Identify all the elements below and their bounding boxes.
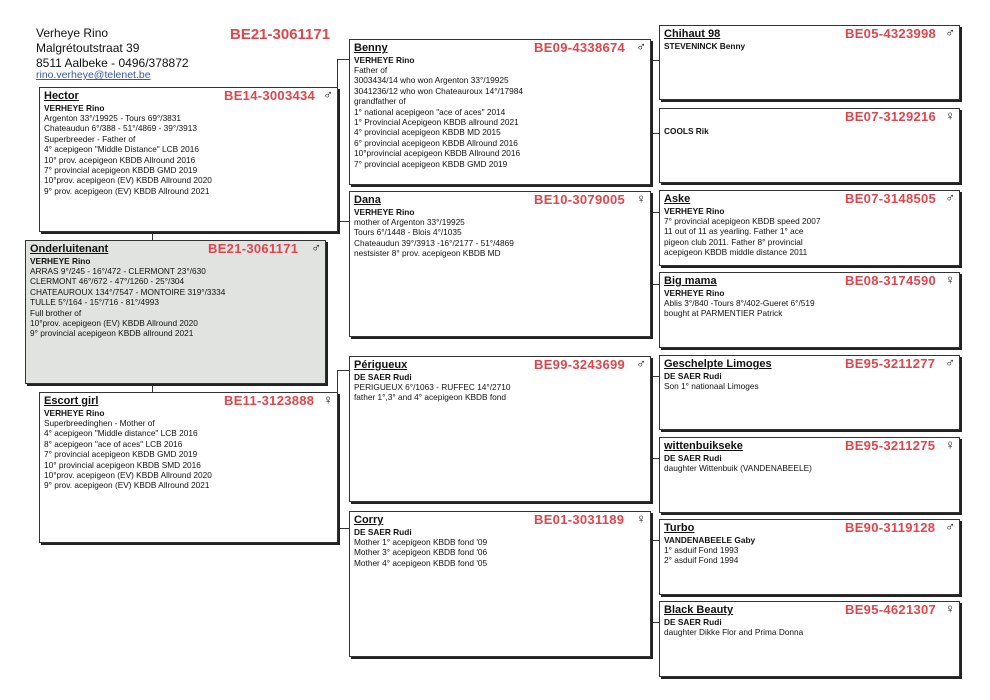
result-line: Superbreedinghen - Mother of xyxy=(44,418,155,428)
ring-number: BE01-3031189 xyxy=(534,512,625,527)
ring-number: BE07-3129216 xyxy=(845,109,937,124)
connector xyxy=(652,540,653,622)
owner-name: VERHEYE Rino xyxy=(354,55,415,65)
results-list xyxy=(354,537,487,568)
result-line: 2° asduif Fond 1994 xyxy=(664,555,739,566)
female-sex-icon: ♀ xyxy=(945,437,955,452)
male-sex-icon: ♂ xyxy=(945,355,955,370)
result-line: father 1°,3° and 4° acepigeon KBDB fond xyxy=(354,392,507,403)
pedigree-card-chihaut xyxy=(659,25,960,100)
pedigree-card-subject xyxy=(25,240,326,384)
result-line: 4° acepigeon "Middle Distance" LCB 2016 xyxy=(44,144,199,155)
owner-street: Malgrétoutstraat 39 xyxy=(36,41,140,55)
main-ring-number: BE21-3061171 xyxy=(230,26,331,43)
pedigree-card-turbo xyxy=(659,519,960,595)
bird-name: Dana xyxy=(354,194,381,206)
ring-number: BE95-4621307 xyxy=(845,602,937,617)
result-line: 10°prov. acepigeon (EV) KBDB Allround 2020 xyxy=(30,318,198,329)
connector xyxy=(337,221,349,222)
connector xyxy=(652,60,653,133)
ring-number: BE14-3003434 xyxy=(224,88,316,103)
female-sex-icon: ♀ xyxy=(945,601,955,616)
result-line: acepigeon KBDB middle distance 2011 xyxy=(664,247,808,258)
connector xyxy=(652,376,659,377)
result-line: 1° Provincial Acepigeon KBDB allround 2021 xyxy=(354,117,519,128)
ring-number: BE95-3211275 xyxy=(845,438,936,453)
result-line: mother of Argenton 33°/19925 xyxy=(354,217,465,227)
connector xyxy=(337,59,349,60)
result-line: 10°prov. acepigeon (EV) KBDB Allround 2020 xyxy=(44,470,212,481)
result-line: 3041236/12 who won Chateauroux 14°/17984 xyxy=(354,85,523,96)
bird-name: Geschelpte Limoges xyxy=(664,358,772,370)
results-list xyxy=(44,113,212,196)
ring-number: BE05-4323998 xyxy=(845,26,937,41)
result-line: 11 out of 11 as yearling. Father 1° ace xyxy=(664,226,804,237)
connector xyxy=(337,370,349,371)
result-line: TULLE 5°/164 - 15°/716 - 81°/4993 xyxy=(30,297,159,308)
bird-name: Aske xyxy=(664,193,691,205)
owner-name: COOLS Rik xyxy=(664,126,709,136)
results-list xyxy=(664,463,812,473)
bird-name: Corry xyxy=(354,514,384,526)
results-list xyxy=(664,627,803,637)
results-list xyxy=(664,298,815,319)
results-list xyxy=(30,266,225,339)
results-list xyxy=(664,216,820,258)
result-line: 7° provincial acepigeon KBDB GMD 2019 xyxy=(44,165,198,176)
owner-email-link[interactable]: rino.verheye@telenet.be xyxy=(36,69,151,81)
bird-name: Black Beauty xyxy=(664,604,734,616)
results-list xyxy=(354,382,511,403)
result-line: 10° provincial acepigeon KBDB SMD 2016 xyxy=(44,459,201,470)
connector xyxy=(652,133,659,134)
male-sex-icon: ♂ xyxy=(323,87,333,102)
female-sex-icon: ♀ xyxy=(636,511,646,526)
result-line: 9° prov. acepigeon (EV) KBDB Allround 2021 xyxy=(44,185,210,196)
result-line: 9° prov. acepigeon (EV) KBDB Allround 2021 xyxy=(44,480,210,491)
result-line: 3003434/14 who won Argenton 33°/19925 xyxy=(354,75,509,86)
result-line: 4° provincial acepigeon KBDB MD 2015 xyxy=(354,127,501,138)
result-line: daughter Dikke Flor and Prima Donna xyxy=(664,627,804,637)
pedigree-card-perigueux xyxy=(349,356,651,502)
connector xyxy=(652,376,653,458)
bird-name: Escort girl xyxy=(44,395,99,407)
ring-number: BE99-3243699 xyxy=(534,357,626,372)
result-line: 7° provincial acepigeon KBDB GMD 2019 xyxy=(44,449,198,460)
result-line: nestsister 8° prov. acepigeon KBDB MD xyxy=(354,248,501,259)
male-sex-icon: ♂ xyxy=(636,356,646,371)
pedigree-card-wittenbuikseke xyxy=(659,437,960,513)
result-line: daughter Wittenbuik (VANDENABEELE) xyxy=(664,463,812,473)
result-line: Son 1° nationaal Limoges xyxy=(664,381,759,391)
ring-number: BE21-3061171 xyxy=(208,241,299,256)
result-line: Argenton 33°/19925 - Tours 69°/3831 xyxy=(44,113,182,123)
owner-name: DE SAER Rudi xyxy=(664,371,722,381)
male-sex-icon: ♂ xyxy=(945,25,955,40)
result-line: Ablis 3°/840 -Tours 8°/402-Gueret 6°/519 xyxy=(664,298,815,308)
connector xyxy=(652,284,659,285)
owner-name: VERHEYE Rino xyxy=(354,207,415,217)
result-line: 8° acepigeon "ace of aces" LCB 2016 xyxy=(44,438,183,449)
owner-name: DE SAER Rudi xyxy=(664,453,722,463)
connector xyxy=(652,212,653,284)
owner-name: VERHEYE Rino xyxy=(664,288,725,298)
results-list xyxy=(354,65,523,169)
ring-number: BE09-4338674 xyxy=(534,40,626,55)
bird-name: wittenbuikseke xyxy=(664,440,743,452)
connector xyxy=(652,458,659,459)
result-line: 10°provincial acepigeon KBDB Allround 2016 xyxy=(354,148,521,159)
result-line: 1° asduif Fond 1993 xyxy=(664,545,739,555)
ring-number: BE07-3148505 xyxy=(845,191,937,206)
result-line: Chateaudun 39°/3913 -16°/2177 - 51°/4869 xyxy=(354,237,514,248)
bird-name: Big mama xyxy=(664,275,717,287)
connector xyxy=(652,60,659,61)
female-sex-icon: ♀ xyxy=(945,272,955,287)
result-line: Chateaudun 6°/388 - 51°/4869 - 39°/3913 xyxy=(44,123,197,134)
male-sex-icon: ♂ xyxy=(636,39,646,54)
result-line: 4° acepigeon "Middle distance" LCB 2016 xyxy=(44,428,198,439)
pedigree-card-benny xyxy=(349,39,651,185)
ring-number: BE95-3211277 xyxy=(845,356,936,371)
owner-name: VERHEYE Rino xyxy=(44,103,105,113)
female-sex-icon: ♀ xyxy=(636,191,646,206)
result-line: Mother 3° acepigeon KBDB fond '06 xyxy=(354,547,488,558)
result-line: 6° provincial acepigeon KBDB Allround 2016 xyxy=(354,137,518,148)
owner-city-phone: 8511 Aalbeke - 0496/378872 xyxy=(36,56,189,70)
ring-number: BE90-3119128 xyxy=(845,520,936,535)
bird-name: Turbo xyxy=(664,522,695,534)
result-line: CHATEAUROUX 134°/7547 - MONTOIRE 319°/3334 xyxy=(30,286,226,297)
results-list xyxy=(44,418,212,491)
result-line: CLERMONT 46°/672 - 47°/1260 - 25°/304 xyxy=(30,276,185,287)
owner-name: Verheye Rino xyxy=(36,26,109,40)
owner-name: DE SAER Rudi xyxy=(354,372,412,382)
owner-name: STEVENINCK Benny xyxy=(664,41,746,51)
connector xyxy=(652,212,659,213)
result-line: Superbreeder - Father of xyxy=(44,133,136,144)
male-sex-icon: ♂ xyxy=(945,519,955,534)
result-line: 7° provincial acepigeon KBDB GMD 2019 xyxy=(354,158,508,169)
result-line: pigeon club 2011. Father 8° provincial xyxy=(664,236,803,247)
connector xyxy=(652,622,659,623)
pedigree-card-dana xyxy=(349,191,651,337)
result-line: ARRAS 9°/245 - 16°/472 - CLERMONT 23°/630 xyxy=(30,266,206,276)
result-line: grandfather of xyxy=(354,96,406,107)
results-list xyxy=(664,381,759,391)
results-list xyxy=(354,217,514,259)
pedigree-card-big-mama xyxy=(659,272,960,348)
pedigree-card-aske xyxy=(659,190,960,266)
bird-name: Onderluitenant xyxy=(30,243,109,255)
connector xyxy=(337,528,349,529)
connector xyxy=(152,384,153,392)
male-sex-icon: ♂ xyxy=(945,190,955,205)
pedigree-card-black-beauty xyxy=(659,601,960,677)
result-line: Mother 1° acepigeon KBDB fond '09 xyxy=(354,537,488,547)
result-line: bought at PARMENTIER Patrick xyxy=(664,308,783,319)
result-line: Father of xyxy=(354,65,388,75)
owner-name: VANDENABEELE Gaby xyxy=(664,535,756,545)
owner-name: VERHEYE Rino xyxy=(44,408,105,418)
owner-name: DE SAER Rudi xyxy=(664,617,722,627)
female-sex-icon: ♀ xyxy=(945,108,955,123)
result-line: PERIGUEUX 6°/1063 - RUFFEC 14°/2710 xyxy=(354,382,511,392)
result-line: Mother 4° acepigeon KBDB fond '05 xyxy=(354,557,488,568)
bird-name: Hector xyxy=(44,90,79,102)
result-line: Full brother of xyxy=(30,307,82,318)
male-sex-icon: ♂ xyxy=(311,240,321,255)
results-list xyxy=(664,545,738,566)
ring-number: BE08-3174590 xyxy=(845,273,937,288)
bird-name: Chihaut 98 xyxy=(664,28,721,40)
ring-number: BE11-3123888 xyxy=(224,393,315,408)
pedigree-card-escort-girl xyxy=(39,392,338,543)
result-line: 1° national acepigeon "ace of aces" 2014 xyxy=(354,106,506,117)
owner-name: VERHEYE Rino xyxy=(664,206,725,216)
bird-name: Benny xyxy=(354,42,388,54)
pedigree-card-cools xyxy=(659,108,960,183)
owner-name: VERHEYE Rino xyxy=(30,256,91,266)
connector xyxy=(652,540,659,541)
result-line: 7° provincial acepigeon KBDB speed 2007 xyxy=(664,216,821,226)
owner-name: DE SAER Rudi xyxy=(354,527,412,537)
female-sex-icon: ♀ xyxy=(323,392,333,407)
pedigree-card-hector xyxy=(39,87,338,232)
pedigree-card-corry xyxy=(349,511,651,657)
ring-number: BE10-3079005 xyxy=(534,192,626,207)
pedigree-card-geschelpte-limoges xyxy=(659,355,960,430)
result-line: Tours 6°/1448 - Blois 4°/1035 xyxy=(354,227,462,238)
bird-name: Périgueux xyxy=(354,359,408,371)
connector xyxy=(152,232,153,240)
result-line: 10° prov. acepigeon KBDB Allround 2016 xyxy=(44,154,196,165)
result-line: 9° provincial acepigeon KBDB allround 2021 xyxy=(30,328,194,339)
result-line: 10°prov. acepigeon (EV) KBDB Allround 2020 xyxy=(44,175,212,186)
